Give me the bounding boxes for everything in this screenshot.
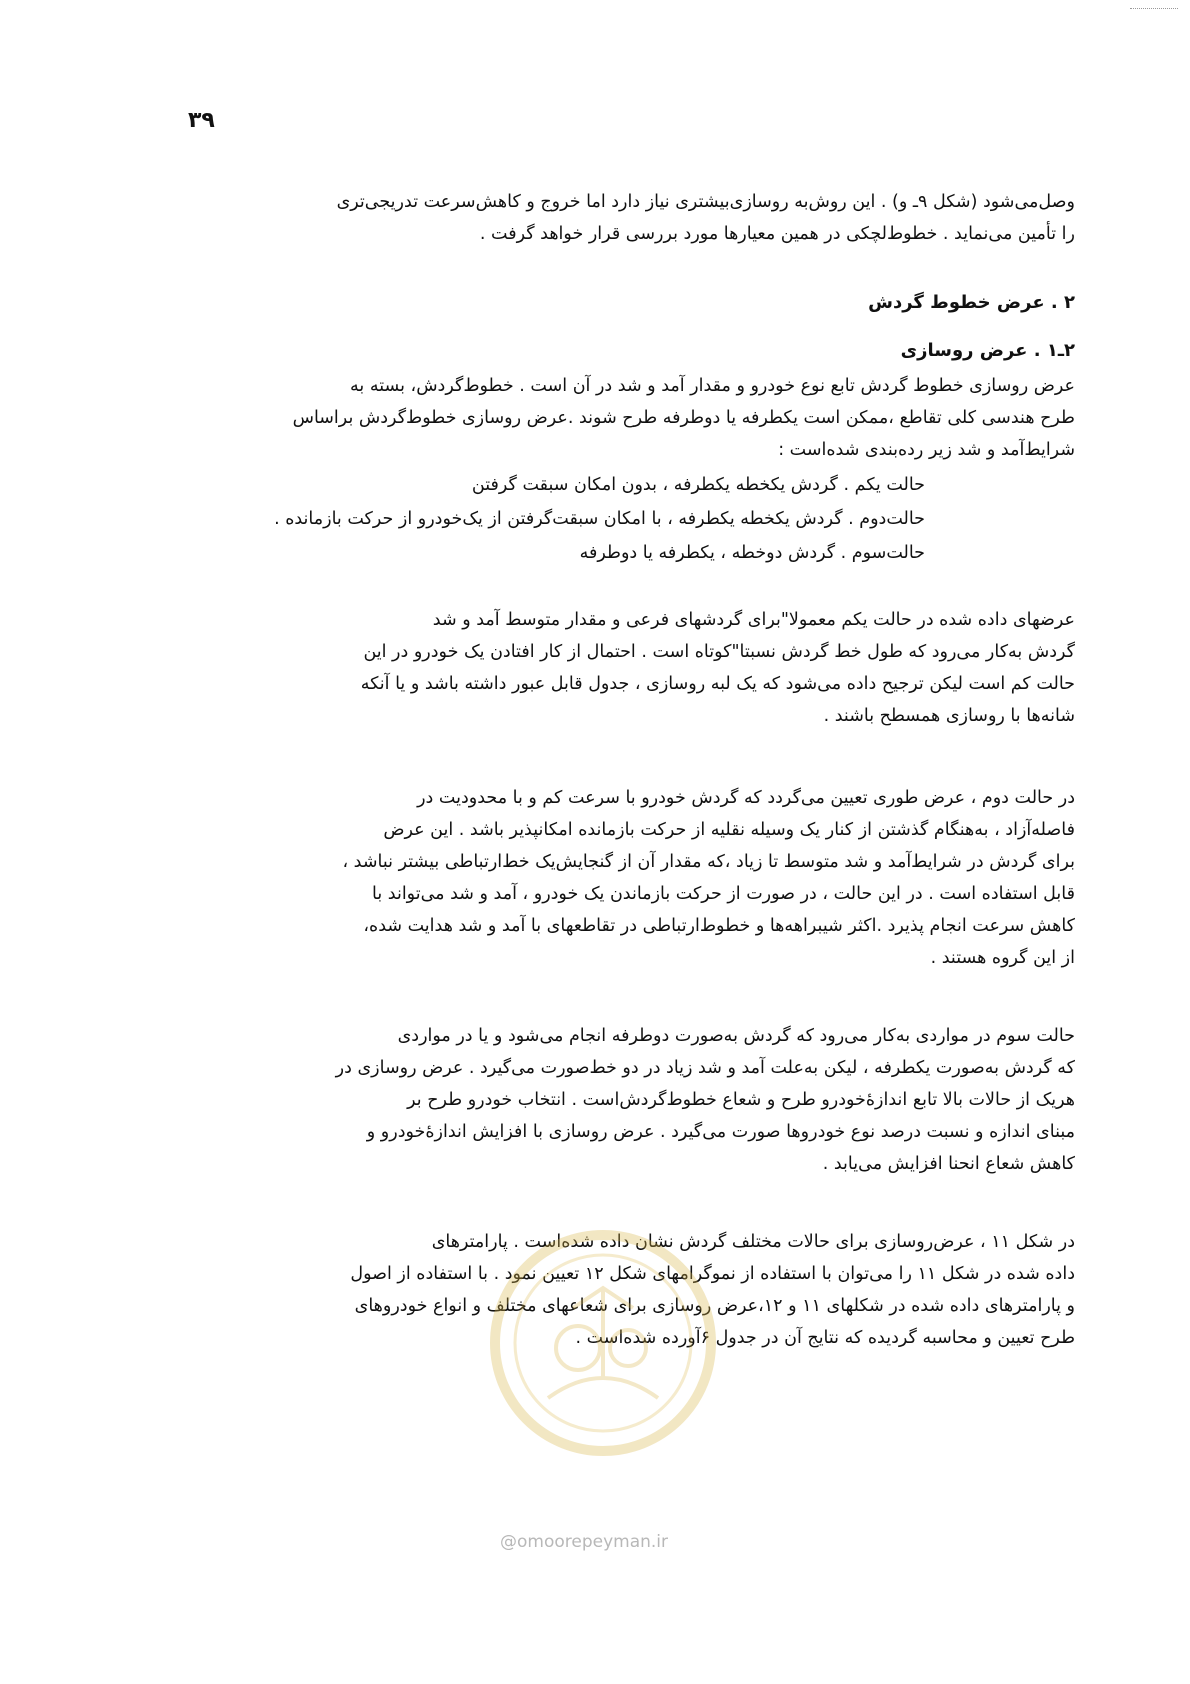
case-item: حالت یکم . گردش یکخطه یکطرفه ، بدون امکان سبقت گرفتن [471, 475, 925, 495]
paragraph-4 [165, 1020, 1075, 1180]
paragraph-line: کاهش سرعت انجام پذیرد .اکثر شیبراهه‌ها و خطوط‌ارتباطی در تقاطعهای با آمد و شد هدایت شده، [363, 916, 1075, 936]
paragraph-line: شانه‌ها با روسازی همسطح باشند . [823, 706, 1075, 726]
paragraph-line: عرض روسازی خطوط گردش تابع نوع خودرو و مقدار آمد و شد در آن است . خطوط‌گردش، بسته به [350, 376, 1075, 396]
paragraph-line: هریک از حالات بالا تابع اندازهٔ‌خودرو طرح و شعاع خطوط‌گردش‌است . انتخاب خودرو طرح بر [407, 1090, 1075, 1110]
cases-list [165, 468, 925, 570]
section-heading: ۲ . عرض خطوط گردش [868, 292, 1075, 313]
paragraph-line: طرح هندسی کلی تقاطع ،ممکن است یکطرفه یا دوطرفه طرح شوند .عرض روسازی خطوط‌گردش براساس [292, 408, 1075, 428]
paragraph-line: برای گردش در شرایط‌آمد و شد متوسط تا زیاد ،که مقدار آن از گنجایش‌یک خط‌ارتباطی بیشتر نباشد ، [342, 852, 1075, 872]
paragraph-3 [165, 782, 1075, 974]
watermark-seal-icon [488, 1228, 718, 1458]
intro-line: وصل‌می‌شود (شکل ۹ـ و) . این روش‌به روسازی‌بیشتری نیاز دارد اما خروج و کاهش‌سرعت تدریجی‌تری [336, 192, 1075, 212]
paragraph-line: داده شده در شکل ۱۱ را می‌توان با استفاده از نموگرامهای شکل ۱۲ تعیین نمود . با استفاده از اصول [350, 1264, 1075, 1284]
paragraph-line: در حالت دوم ، عرض طوری تعیین می‌گردد که گردش خودرو با سرعت کم و با محدودیت در [417, 788, 1075, 808]
paragraph-line: که گردش به‌صورت یکطرفه ، لیکن به‌علت آمد و شد زیاد در دو خط‌صورت می‌گیرد . عرض روسازی در [335, 1058, 1075, 1078]
case-item: حالت‌دوم . گردش یکخطه یکطرفه ، با امکان سبقت‌گرفتن از یک‌خودرو از حرکت بازمانده . [274, 509, 925, 529]
paragraph-line: مبنای اندازه و نسبت درصد نوع خودروها صورت می‌گیرد . عرض روسازی با افزایش اندازهٔ‌خودرو و [366, 1122, 1075, 1142]
watermark-site: @omoorepeyman.ir [500, 1532, 669, 1552]
paragraph-line: گردش به‌کار می‌رود که طول خط گردش نسبتا"کوتاه است . احتمال از کار افتادن یک خودرو در این [363, 642, 1075, 662]
intro-paragraph [165, 186, 1075, 250]
page-number: ۳۹ [188, 108, 215, 133]
paragraph-line: شرایط‌آمد و شد زیر رده‌بندی شده‌است : [778, 440, 1075, 460]
paragraph-line: کاهش شعاع انحنا افزایش می‌یابد . [822, 1154, 1075, 1174]
paragraph-line: عرضهای داده شده در حالت یکم معمولا"برای گردشهای فرعی و مقدار متوسط آمد و شد [432, 610, 1075, 630]
subsection-heading: ۲ـ۱ . عرض روسازی [900, 340, 1075, 361]
paragraph-line: قابل استفاده است . در این حالت ، در صورت از حرکت بازماندن یک خودرو ، آمد و شد می‌تواند با [372, 884, 1075, 904]
paragraph-line: طرح تعیین و محاسبه گردیده که نتایج آن در جدول ۶آورده شده‌است . [575, 1328, 1075, 1348]
paragraph-line: در شکل ۱۱ ، عرض‌روسازی برای حالات مختلف گردش نشان داده شده‌است . پارامترهای [431, 1232, 1075, 1252]
paragraph-1 [165, 370, 1075, 466]
paragraph-line: حالت کم است لیکن ترجیح داده می‌شود که یک لبه روسازی ، جدول قابل عبور داشته باشد و یا آنکه [360, 674, 1075, 694]
paragraph-line: حالت سوم در مواردی به‌کار می‌رود که گردش به‌صورت دوطرفه انجام می‌شود و یا در مواردی [397, 1026, 1075, 1046]
corner-mark [1130, 8, 1178, 9]
paragraph-line: و پارامترهای داده شده در شکلهای ۱۱ و ۱۲،عرض روسازی برای شعاعهای مختلف و انواع خودروهای [354, 1296, 1075, 1316]
case-item: حالت‌سوم . گردش دوخطه ، یکطرفه یا دوطرفه [579, 543, 925, 563]
intro-line: را تأمین می‌نماید . خطوط‌لچکی در همین معیارها مورد بررسی قرار خواهد گرفت . [479, 224, 1075, 244]
paragraph-2 [165, 604, 1075, 732]
paragraph-line: فاصله‌آزاد ، به‌هنگام گذشتن از کنار یک وسیله نقلیه از حرکت بازمانده امکانپذیر باشد . این عرض [383, 820, 1075, 840]
paragraph-line: از این گروه هستند . [930, 948, 1075, 968]
